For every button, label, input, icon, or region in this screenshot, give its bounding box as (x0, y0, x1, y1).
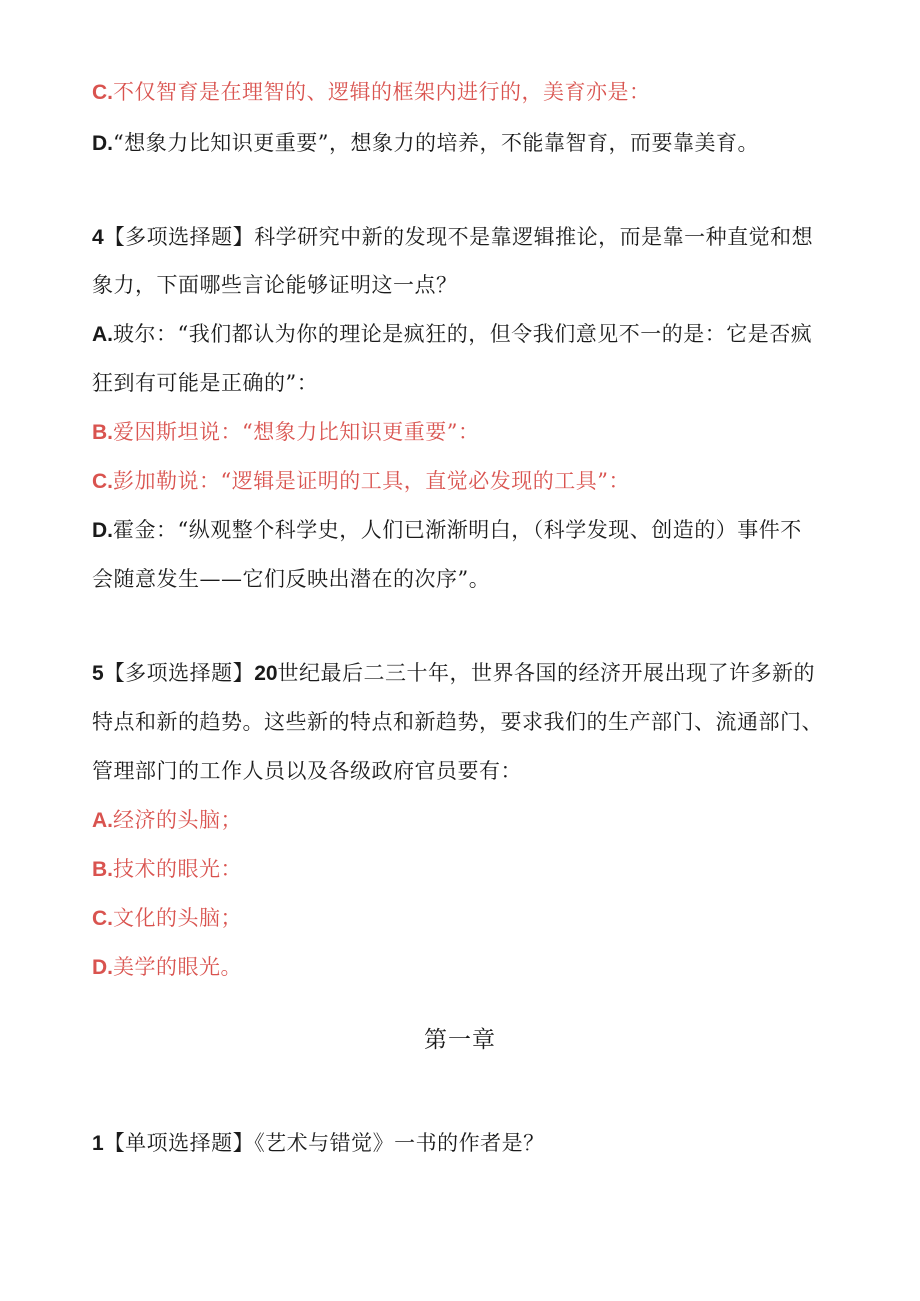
q4-option-d-cont (92, 564, 490, 594)
q4-option-b (92, 417, 479, 448)
q4-stem-line-1 (92, 222, 813, 253)
q5-option-d (92, 952, 242, 983)
option-text: 不仅智育是在理智的、逻辑的框架内进行的，美育亦是： (113, 80, 651, 104)
question-type: 【多项选择题】 (103, 225, 255, 249)
option-text: 美学的眼光。 (113, 955, 242, 979)
question-stem: 象力，下面哪些言论能够证明这一点？ (92, 273, 458, 297)
option-text: 玻尔：“我们都认为你的理论是疯狂的，但令我们意见不一的是：它是否疯 (113, 322, 813, 346)
question-number: 5 (92, 662, 104, 685)
q4-option-a (92, 319, 812, 350)
q5-option-c (92, 903, 242, 934)
option-label: A. (92, 809, 113, 832)
option-label: C. (92, 470, 113, 493)
question-stem: 科学研究中新的发现不是靠逻辑推论，而是靠一种直觉和想 (254, 225, 814, 249)
option-text: 霍金：“纵观整个科学史，人们已渐渐明白，（科学发现、创造的）事件不 (113, 518, 802, 542)
q4-option-c (92, 466, 630, 497)
q4-option-d (92, 515, 802, 546)
question-type: 【单项选择题】 (103, 1131, 255, 1155)
q5-option-b (92, 854, 242, 885)
stem-number: 20 (254, 662, 278, 685)
q5-option-a (92, 805, 242, 836)
option-text: 经济的头脑； (113, 808, 242, 832)
option-text: 技术的眼光： (113, 857, 242, 881)
q3-option-c (92, 77, 651, 108)
option-label: D. (92, 956, 113, 979)
question-stem: 管理部门的工作人员以及各级政府官员要有： (92, 759, 522, 783)
option-text: 爱因斯坦说：“想象力比知识更重要”： (113, 420, 480, 444)
question-type: 【多项选择题】 (103, 661, 255, 685)
q3-option-d (92, 128, 759, 159)
option-label: A. (92, 323, 113, 346)
q4-option-a-cont (92, 368, 318, 398)
option-text: 彭加勒说：“逻辑是证明的工具，直觉必发现的工具”： (113, 469, 630, 493)
chapter-heading: 第一章 (424, 1027, 496, 1053)
question-stem: 世纪最后二三十年，世界各国的经济开展出现了许多新的 (277, 661, 816, 685)
option-label: B. (92, 858, 113, 881)
ch1-q1-stem (92, 1128, 545, 1159)
question-stem: 特点和新的趋势。这些新的特点和新趋势，要求我们的生产部门、流通部门、 (92, 710, 823, 734)
question-number: 1 (92, 1132, 104, 1155)
option-text: 文化的头脑； (113, 906, 242, 930)
option-label: B. (92, 421, 113, 444)
question-stem: 《艺术与错觉》一书的作者是？ (254, 1131, 545, 1155)
q4-stem-line-2 (92, 270, 458, 300)
question-number: 4 (92, 226, 104, 249)
option-label: C. (92, 81, 113, 104)
q5-stem-line-2 (92, 707, 823, 737)
option-text: 狂到有可能是正确的”： (92, 371, 319, 395)
option-label: D. (92, 519, 113, 542)
option-label: C. (92, 907, 113, 930)
option-label: D. (92, 132, 113, 155)
q5-stem-line-1 (92, 658, 815, 689)
option-text: “想象力比知识更重要”，想象力的培养，不能靠智育，而要靠美育。 (113, 131, 759, 155)
q5-stem-line-3 (92, 756, 522, 786)
option-text: 会随意发生——它们反映出潜在的次序”。 (92, 567, 491, 591)
